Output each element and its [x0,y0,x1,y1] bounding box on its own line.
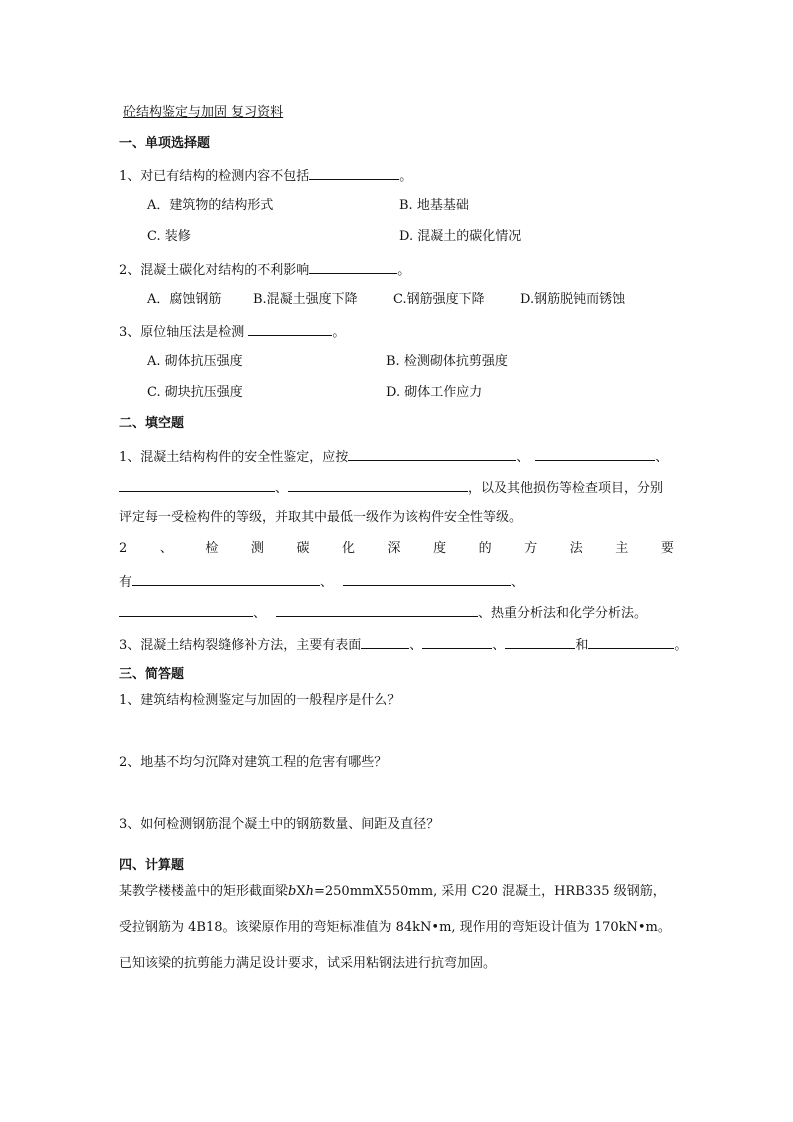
answer-blank[interactable] [309,166,399,180]
text-char: 方 [524,541,538,556]
fill-question-1-line3: 评定每一受检构件的等级，并取其中最低一级作为该构件安全性等级。 [119,510,523,525]
question-text: 1、混凝土结构构件的安全性鉴定，应按 [119,450,349,465]
question-text: 1、对已有结构的检测内容不包括 [119,169,310,184]
question-text: 3、原位轴压法是检测 [119,325,249,340]
separator: 、 [275,481,289,496]
separator: 、 [516,450,530,465]
answer-blank[interactable] [505,635,575,649]
calc-paragraph-line2: 受拉钢筋为 4B18。该梁原作用的弯矩标准值为 84kN•m, 现作用的弯矩设计值为 170kN•m。 [119,920,671,935]
question-end: 。 [332,325,346,340]
option-b: B. 检测砌体抗剪强度 [386,354,508,369]
short-question-3: 3、如何检测钢筋混个凝土中的钢筋数量、间距及直径？ [119,817,440,832]
answer-blank[interactable] [422,635,492,649]
answer-blank[interactable] [588,635,674,649]
option-a: A．腐蚀钢筋 [147,292,222,307]
text-char: 检 [205,541,219,556]
text-char: 度 [433,541,447,556]
fill-question-2-line2 [119,572,524,592]
page-title: 砼结构鉴定与加固 复习资料 [123,105,284,120]
answer-blank[interactable] [361,635,409,649]
separator: 、 [511,575,525,590]
text-char: 、 [159,541,173,556]
answer-blank[interactable] [119,603,253,617]
answer-blank[interactable] [343,572,511,586]
option-b: B.混凝土强度下降 [253,292,358,307]
text-char: 深 [387,541,401,556]
symbol-x: X [296,884,306,899]
text-char: 的 [478,541,492,556]
option-b: B. 地基基础 [399,198,469,213]
short-question-1: 1、建筑结构检测鉴定与加固的一般程序是什么？ [119,693,401,708]
separator: 、 [253,606,267,621]
answer-blank[interactable] [276,603,478,617]
question-text: 2、混凝土碳化对结构的不利影响 [119,263,310,278]
separator: 、 [655,450,669,465]
text-char: 测 [250,541,264,556]
option-d: D. 混凝土的碳化情况 [399,229,522,244]
calc-paragraph-line1 [119,883,666,901]
question-1-1 [119,166,412,186]
answer-blank[interactable] [119,478,275,492]
separator: 和 [575,638,589,653]
question-text: 有 [119,575,133,590]
fill-question-3 [119,635,687,655]
symbol-h: h [305,884,314,899]
text-char: 要 [660,541,674,556]
text-char: 碳 [296,541,310,556]
option-a: A．建筑物的结构形式 [147,198,274,213]
text-char: 2 [119,541,128,556]
answer-blank[interactable] [309,260,397,274]
option-c: C.钢筋强度下降 [393,292,485,307]
answer-blank[interactable] [132,572,320,586]
separator: 、 [409,638,423,653]
option-d: D.钢筋脱钝而锈蚀 [520,292,626,307]
answer-blank[interactable] [288,478,468,492]
text-char: 法 [569,541,583,556]
question-text: 3、混凝土结构裂缝修补方法，主要有表面 [119,638,362,653]
question-text: ，以及其他损伤等检查项目，分别 [468,481,664,496]
question-text: 、热重分析法和化学分析法。 [478,606,648,621]
section-heading-1: 一、单项选择题 [119,136,211,151]
fill-question-2-line1 [119,540,674,558]
separator: 、 [320,575,334,590]
answer-blank[interactable] [248,322,332,336]
fill-question-1-line2 [119,478,663,498]
option-c: C. 砌块抗压强度 [147,385,243,400]
symbol-b: b [288,884,297,899]
question-end: 。 [674,638,688,653]
fill-question-2-line3 [119,603,647,623]
option-d: D. 砌体工作应力 [386,385,483,400]
question-1-3 [119,322,345,342]
calc-paragraph-line3: 已知该梁的抗剪能力满足设计要求，试采用粘钢法进行抗弯加固。 [119,956,497,971]
short-question-2: 2、地基不均匀沉降对建筑工程的危害有哪些？ [119,755,388,770]
paragraph-text: =250mmX550mm, 采用 C20 混凝土，HRB335 级钢筋， [313,884,666,899]
section-heading-3: 三、简答题 [119,667,185,682]
question-end: 。 [399,169,413,184]
text-char: 主 [615,541,629,556]
option-a: A. 砌体抗压强度 [147,354,243,369]
question-end: 。 [397,263,411,278]
paragraph-text: 某教学楼楼盖中的矩形截面梁 [119,884,289,899]
text-char: 化 [342,541,356,556]
separator: 、 [492,638,506,653]
option-c: C. 装修 [147,229,191,244]
section-heading-2: 二、填空题 [119,416,185,431]
fill-question-1-line1 [119,447,668,467]
question-1-2 [119,260,410,280]
answer-blank[interactable] [535,447,655,461]
section-heading-4: 四、计算题 [119,858,185,873]
answer-blank[interactable] [348,447,516,461]
